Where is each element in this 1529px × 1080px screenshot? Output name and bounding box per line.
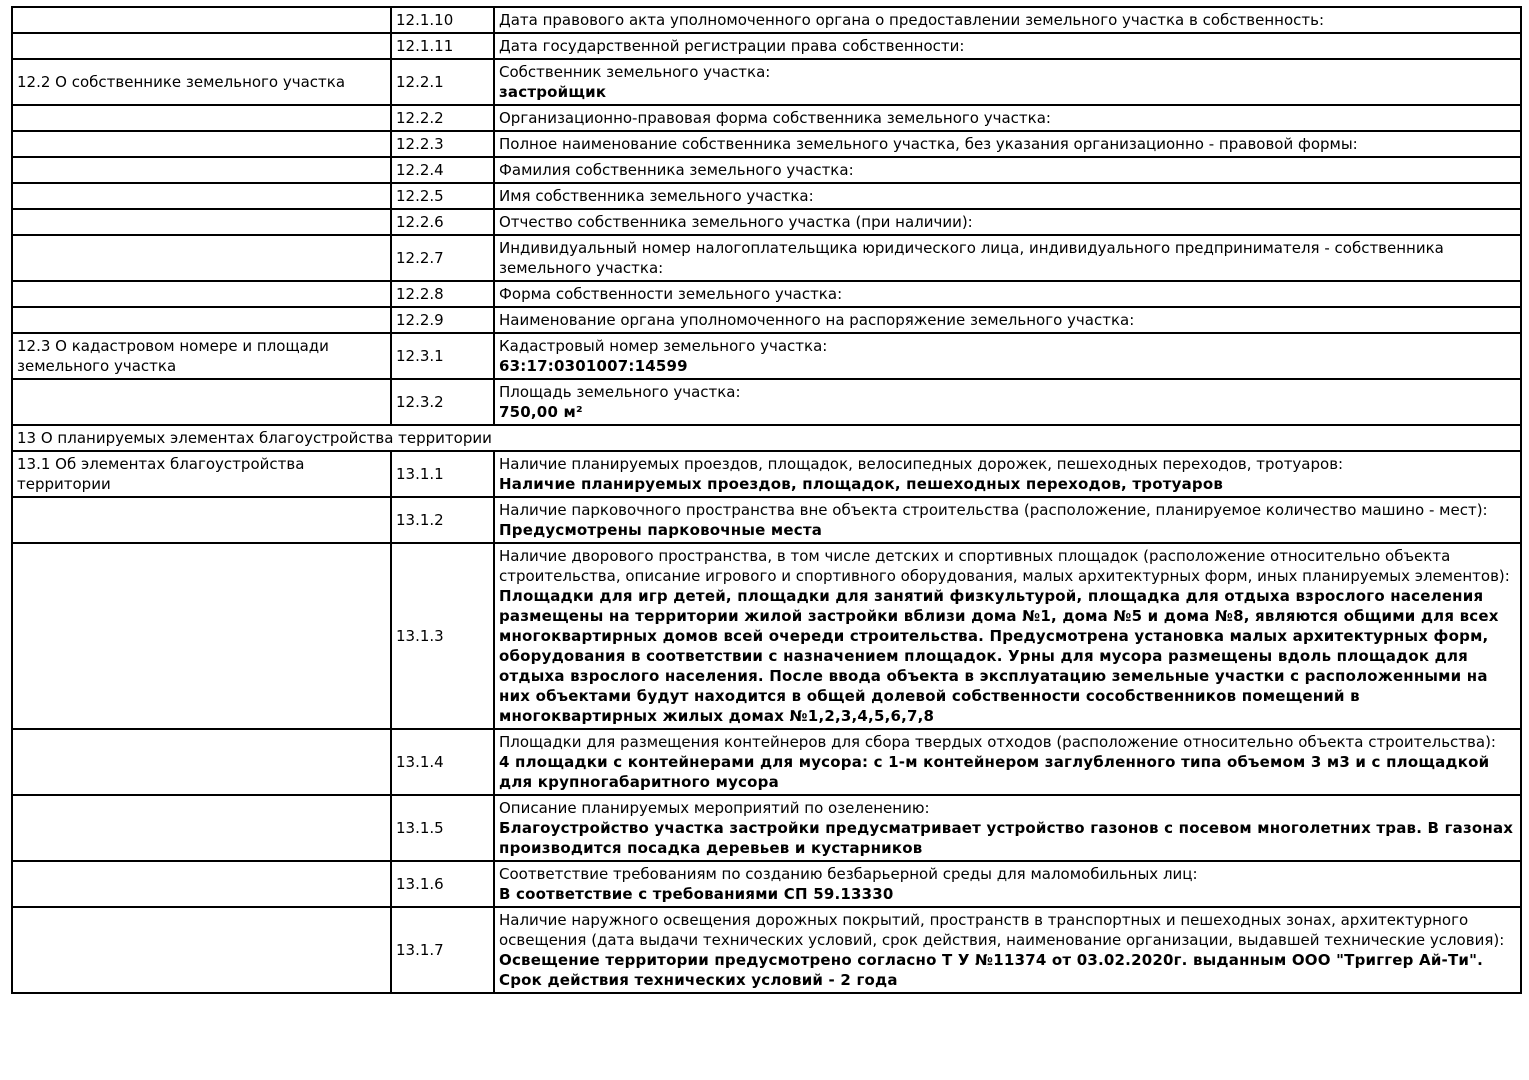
table-row bbox=[12, 333, 1521, 379]
item-content-cell bbox=[494, 379, 1521, 425]
item-number-cell: 12.3.2 bbox=[391, 379, 494, 425]
field-value: В соответствие с требованиями СП 59.13330 bbox=[499, 885, 894, 903]
item-content-cell bbox=[494, 307, 1521, 333]
item-number-cell: 13.1.2 bbox=[391, 497, 494, 543]
table-row bbox=[12, 7, 1521, 33]
item-content-cell bbox=[494, 209, 1521, 235]
section-title-cell bbox=[12, 861, 391, 907]
section-title-cell bbox=[12, 281, 391, 307]
table-row bbox=[12, 235, 1521, 281]
section-title-cell bbox=[12, 209, 391, 235]
item-number-cell: 13.1.4 bbox=[391, 729, 494, 795]
field-label: Полное наименование собственника земельного участка, без указания организационно - правовой формы: bbox=[499, 135, 1358, 153]
table-row bbox=[12, 157, 1521, 183]
item-number-cell: 12.1.11 bbox=[391, 33, 494, 59]
section-title-cell bbox=[12, 729, 391, 795]
item-number-cell: 12.2.9 bbox=[391, 307, 494, 333]
item-content-cell bbox=[494, 907, 1521, 993]
field-value: застройщик bbox=[499, 83, 607, 101]
table-row bbox=[12, 729, 1521, 795]
item-number-cell: 12.2.5 bbox=[391, 183, 494, 209]
field-label: Площадки для размещения контейнеров для сбора твердых отходов (расположение относительно объекта строительства): bbox=[499, 733, 1496, 751]
item-content-cell bbox=[494, 281, 1521, 307]
section-title-cell bbox=[12, 33, 391, 59]
item-content-cell bbox=[494, 105, 1521, 131]
field-value: Благоустройство участка застройки предусматривает устройство газонов с посевом многолетних трав. В газонах производится посадка деревьев и кустарников bbox=[499, 819, 1514, 857]
table-row bbox=[12, 59, 1521, 105]
item-content-cell bbox=[494, 131, 1521, 157]
field-label: Наличие парковочного пространства вне объекта строительства (расположение, планируемое количество машино - мест): bbox=[499, 501, 1488, 519]
section-title-cell: 13.1 Об элементах благоустройства территории bbox=[12, 451, 391, 497]
field-label: Фамилия собственника земельного участка: bbox=[499, 161, 854, 179]
field-label: Описание планируемых мероприятий по озеленению: bbox=[499, 799, 930, 817]
table-row bbox=[12, 183, 1521, 209]
field-label: Соответствие требованиям по созданию безбарьерной среды для маломобильных лиц: bbox=[499, 865, 1198, 883]
item-number-cell: 12.2.4 bbox=[391, 157, 494, 183]
item-number-cell: 12.2.2 bbox=[391, 105, 494, 131]
section-title-cell bbox=[12, 307, 391, 333]
item-content-cell bbox=[494, 451, 1521, 497]
table-row bbox=[12, 379, 1521, 425]
item-content-cell bbox=[494, 861, 1521, 907]
field-label: Имя собственника земельного участка: bbox=[499, 187, 814, 205]
table-row bbox=[12, 861, 1521, 907]
table-row bbox=[12, 907, 1521, 993]
field-label: Наличие планируемых проездов, площадок, велосипедных дорожек, пешеходных переходов, тротуаров: bbox=[499, 455, 1344, 473]
item-content-cell bbox=[494, 7, 1521, 33]
field-value: 750,00 м² bbox=[499, 403, 583, 421]
item-content-cell bbox=[494, 183, 1521, 209]
field-label: Отчество собственника земельного участка (при наличии): bbox=[499, 213, 973, 231]
item-content-cell bbox=[494, 33, 1521, 59]
item-content-cell bbox=[494, 795, 1521, 861]
table-row bbox=[12, 281, 1521, 307]
item-content-cell bbox=[494, 729, 1521, 795]
table-row bbox=[12, 307, 1521, 333]
item-number-cell: 13.1.6 bbox=[391, 861, 494, 907]
item-content-cell bbox=[494, 235, 1521, 281]
field-label: Наличие дворового пространства, в том числе детских и спортивных площадок (расположение относительно объекта строительства, описание игрового и спортивного оборудования, малых архитектурных форм, иных планируемых элементов): bbox=[499, 547, 1510, 585]
field-label: Наименование органа уполномоченного на распоряжение земельного участка: bbox=[499, 311, 1135, 329]
field-label: Индивидуальный номер налогоплательщика юридического лица, индивидуального предпринимателя - собственника земельного участка: bbox=[499, 239, 1444, 277]
item-content-cell bbox=[494, 59, 1521, 105]
section-title-cell bbox=[12, 497, 391, 543]
section-header-cell: 13 О планируемых элементах благоустройства территории bbox=[12, 425, 1521, 451]
item-content-cell bbox=[494, 157, 1521, 183]
field-value: Площадки для игр детей, площадки для занятий физкультурой, площадка для отдыха взрослого населения размещены на территории жилой застройки вблизи дома №1, дома №5 и дома №8, являются общими для всех многоквартирных домов всей очереди строительства. Предусмотрена установка малых архитектурных форм, оборудования в соответствии с назначением площадок. Урны для мусора размещены вдоль площадок для отдыха взрослого населения. После ввода объекта в эксплуатацию земельные участки с расположенными на них объектами будут находится в общей долевой собственности сособственников помещений в многоквартирных жилых домах №1,2,3,4,5,6,7,8 bbox=[499, 587, 1499, 725]
field-label: Кадастровый номер земельного участка: bbox=[499, 337, 828, 355]
item-number-cell: 12.2.3 bbox=[391, 131, 494, 157]
field-value: 63:17:0301007:14599 bbox=[499, 357, 688, 375]
table-row bbox=[12, 497, 1521, 543]
section-header-row bbox=[12, 425, 1521, 451]
item-number-cell: 12.2.7 bbox=[391, 235, 494, 281]
field-label: Площадь земельного участка: bbox=[499, 383, 741, 401]
section-title-cell bbox=[12, 543, 391, 729]
item-number-cell: 12.2.6 bbox=[391, 209, 494, 235]
section-title-cell bbox=[12, 183, 391, 209]
section-title-cell bbox=[12, 105, 391, 131]
section-title-cell bbox=[12, 235, 391, 281]
section-title-cell bbox=[12, 379, 391, 425]
item-content-cell bbox=[494, 543, 1521, 729]
item-content-cell bbox=[494, 497, 1521, 543]
field-label: Дата государственной регистрации права собственности: bbox=[499, 37, 965, 55]
table-row bbox=[12, 209, 1521, 235]
field-value: Наличие планируемых проездов, площадок, пешеходных переходов, тротуаров bbox=[499, 475, 1224, 493]
item-number-cell: 12.2.1 bbox=[391, 59, 494, 105]
section-title-cell: 12.3 О кадастровом номере и площади земельного участка bbox=[12, 333, 391, 379]
field-label: Дата правового акта уполномоченного органа о предоставлении земельного участка в собственность: bbox=[499, 11, 1324, 29]
section-title-cell: 12.2 О собственнике земельного участка bbox=[12, 59, 391, 105]
table-row bbox=[12, 131, 1521, 157]
field-value: Предусмотрены парковочные места bbox=[499, 521, 823, 539]
field-label: Организационно-правовая форма собственника земельного участка: bbox=[499, 109, 1051, 127]
table-row bbox=[12, 543, 1521, 729]
item-number-cell: 12.3.1 bbox=[391, 333, 494, 379]
item-number-cell: 13.1.1 bbox=[391, 451, 494, 497]
item-number-cell: 12.1.10 bbox=[391, 7, 494, 33]
field-value: Освещение территории предусмотрено согласно Т У №11374 от 03.02.2020г. выданным ООО "Триггер Ай-Ти". Срок действия технических условий - 2 года bbox=[499, 951, 1484, 989]
section-title-cell bbox=[12, 131, 391, 157]
section-title-cell bbox=[12, 795, 391, 861]
item-number-cell: 13.1.7 bbox=[391, 907, 494, 993]
field-label: Форма собственности земельного участка: bbox=[499, 285, 843, 303]
section-title-cell bbox=[12, 7, 391, 33]
section-title-cell bbox=[12, 157, 391, 183]
item-content-cell bbox=[494, 333, 1521, 379]
field-value: 4 площадки с контейнерами для мусора: с 1-м контейнером заглубленного типа объемом 3 м3 и с площадкой для крупногабаритного мусора bbox=[499, 753, 1490, 791]
item-number-cell: 13.1.5 bbox=[391, 795, 494, 861]
field-label: Собственник земельного участка: bbox=[499, 63, 771, 81]
item-number-cell: 13.1.3 bbox=[391, 543, 494, 729]
section-title-cell bbox=[12, 907, 391, 993]
declaration-table-body bbox=[12, 7, 1521, 993]
table-row bbox=[12, 105, 1521, 131]
table-row bbox=[12, 33, 1521, 59]
table-row bbox=[12, 451, 1521, 497]
item-number-cell: 12.2.8 bbox=[391, 281, 494, 307]
declaration-table bbox=[11, 6, 1522, 994]
field-label: Наличие наружного освещения дорожных покрытий, пространств в транспортных и пешеходных зонах, архитектурного освещения (дата выдачи технических условий, срок действия, наименование организации, выдавшей технические условия): bbox=[499, 911, 1505, 949]
table-row bbox=[12, 795, 1521, 861]
